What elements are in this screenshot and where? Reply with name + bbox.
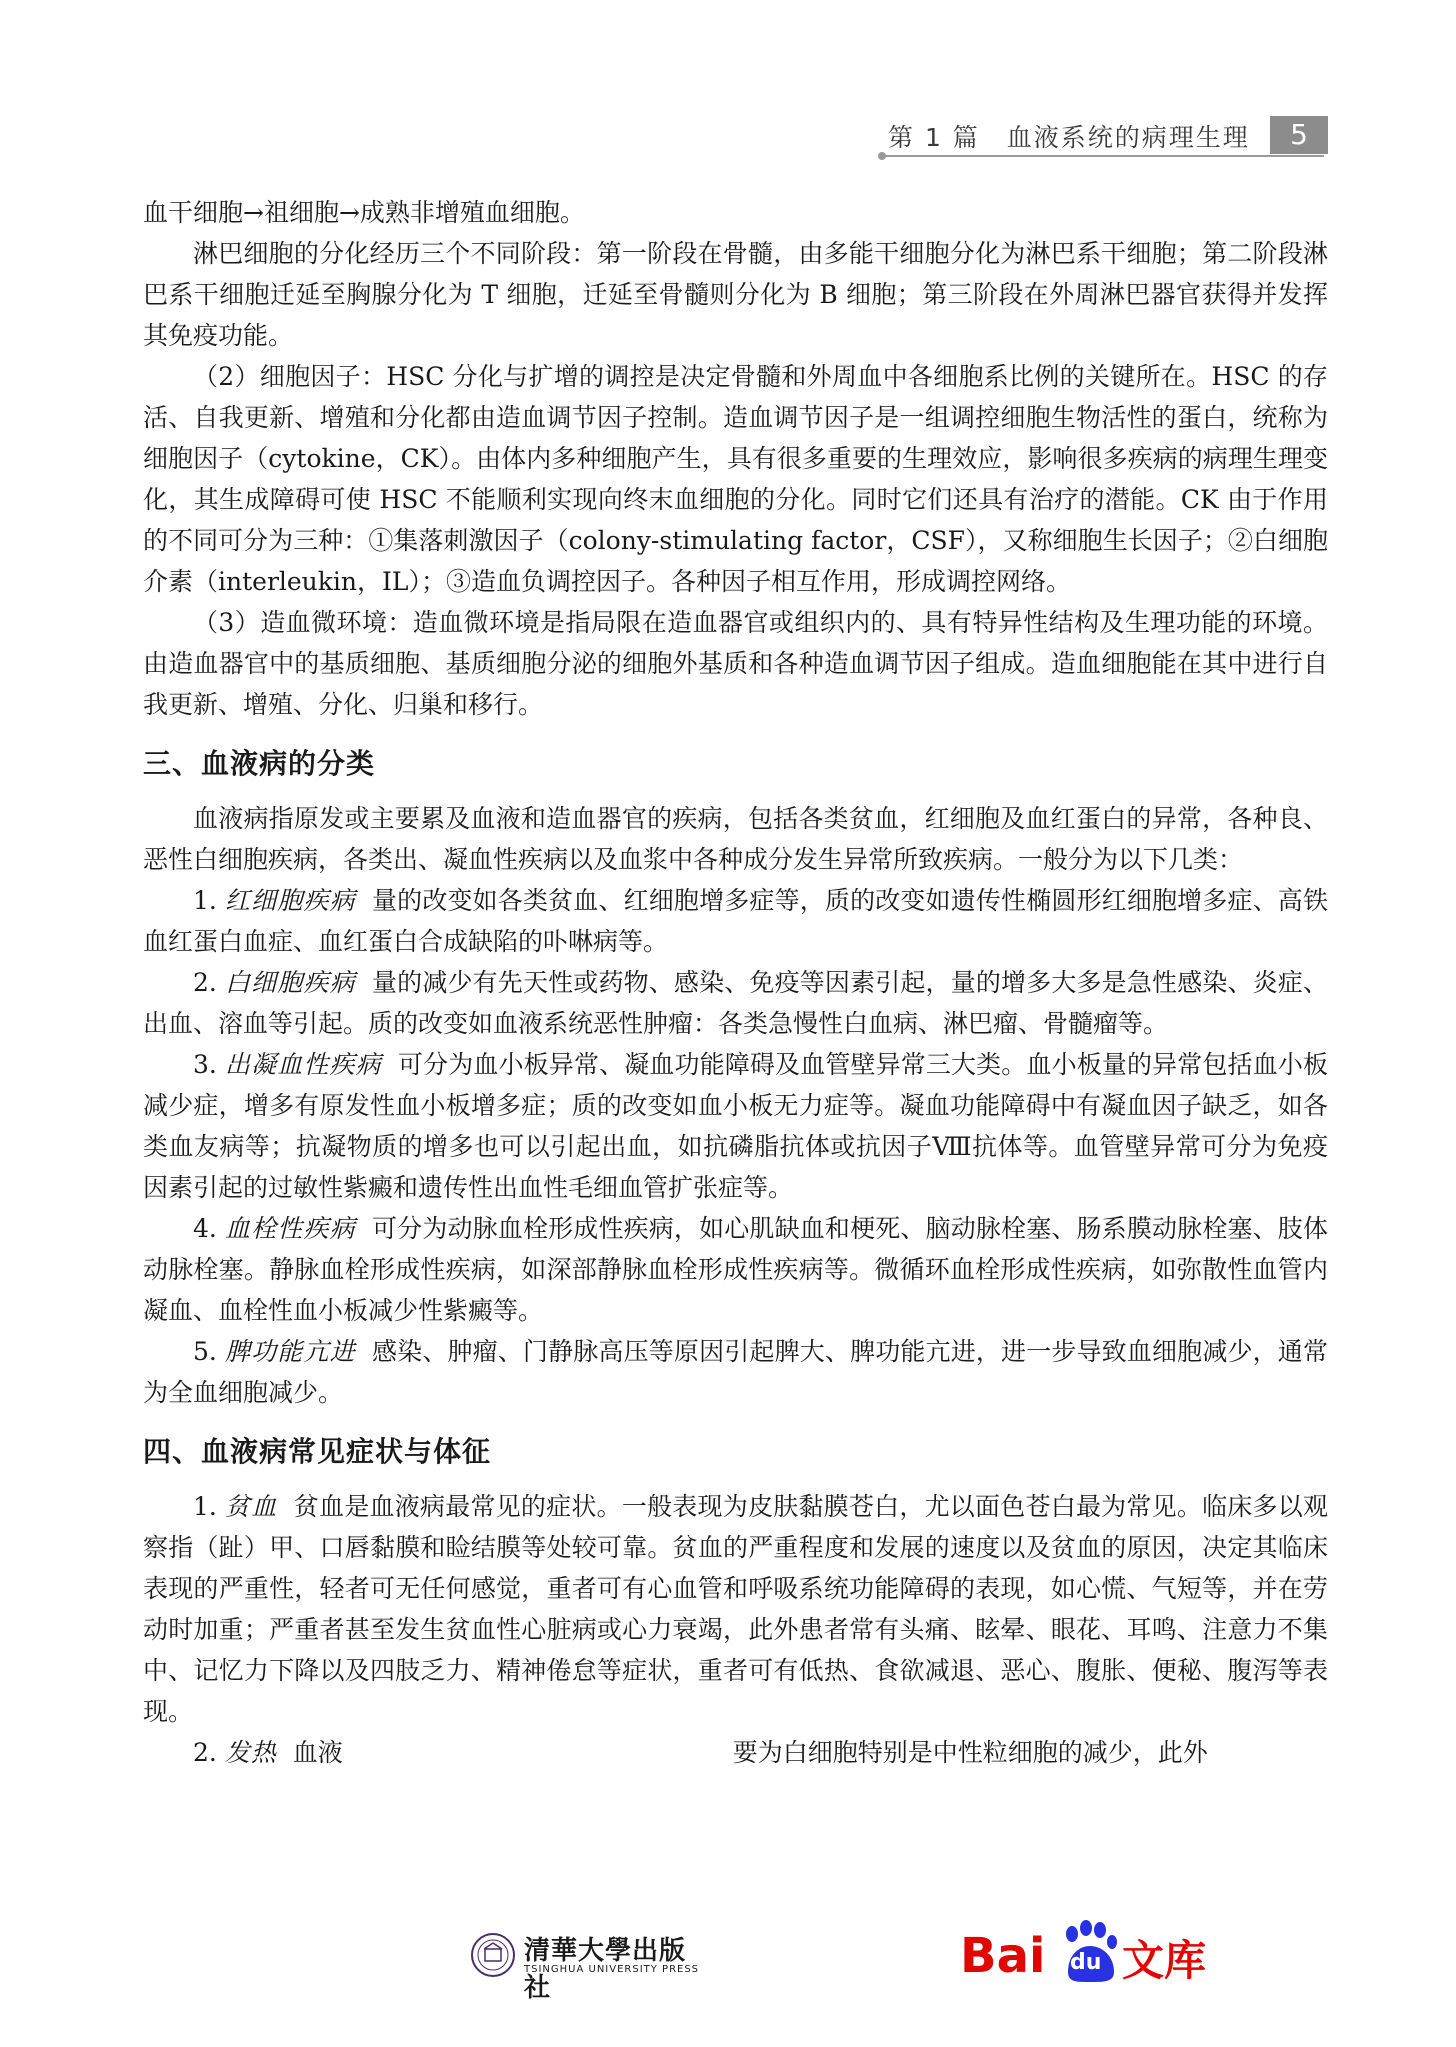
baidu-wenku-watermark: [960, 1920, 1210, 2000]
list-item: 3. 出凝血性疾病 可分为血小板异常、凝血功能障碍及血管壁异常三大类。血小板量的异常包括血小板减少症，增多有原发性血小板增多症；质的改变如血小板无力症等。凝血功能障碍中有凝血因子缺乏，如各类血友病等；抗凝物质的增多也可以引起出血，如抗磷脂抗体或抗因子Ⅷ抗体等。血管壁异常可分为免疫因素引起的过敏性紫癜和遗传性出血性毛细血管扩张症等。: [143, 1050, 1328, 1202]
list-item: 5. 脾功能亢进 感染、肿瘤、门静脉高压等原因引起脾大、脾功能亢进，进一步导致血细胞减少，通常为全血细胞减少。: [143, 1337, 1328, 1407]
header-rule: [884, 155, 1324, 157]
wenku-text: 文库: [1122, 1936, 1207, 1985]
page-number: 5: [1270, 116, 1328, 154]
list-item: 1. 红细胞疾病 量的改变如各类贫血、红细胞增多症等，质的改变如遗传性椭圆形红细胞增多症、高铁血红蛋白血症、血红蛋白合成缺陷的卟啉病等。: [143, 886, 1328, 956]
item-term: 血栓性疾病: [224, 1214, 356, 1243]
item-term: 红细胞疾病: [224, 886, 356, 915]
item-term: 白细胞疾病: [224, 968, 356, 997]
university-seal-icon: [470, 1932, 516, 1978]
publisher-logo: [470, 1930, 710, 2003]
body-text: [143, 192, 1328, 1773]
running-header: [878, 118, 1328, 158]
paragraph: 血液病指原发或主要累及血液和造血器官的疾病，包括各类贫血，红细胞及血红蛋白的异常，各种良、恶性白细胞疾病，各类出、凝血性疾病以及血浆中各种成分发生异常所致疾病。一般分为以下几类：: [143, 804, 1328, 874]
baidu-du-text: du: [1070, 1950, 1102, 1975]
header-title: 第 1 篇 血液系统的病理生理: [888, 123, 1250, 152]
publisher-english-name: TSINGHUA UNIVERSITY PRESS: [524, 1964, 700, 1975]
publisher-name: 清華大學出版社: [524, 1936, 687, 2003]
list-item: 1. 贫血 贫血是血液病最常见的症状。一般表现为皮肤黏膜苍白，尤以面色苍白最为常见。临床多以观察指（趾）甲、口唇黏膜和睑结膜等处较可靠。贫血的严重程度和发展的速度以及贫血的原因，决定其临床表现的严重性，轻者可无任何感觉，重者可有心血管和呼吸系统功能障碍的表现，如心慌、气短等，并在劳动时加重；严重者甚至发生贫血性心脏病或心力衰竭，此外患者常有头痛、眩晕、眼花、耳鸣、注意力不集中、记忆力下降以及四肢乏力、精神倦怠等症状，重者可有低热、食欲减退、恶心、腹胀、便秘、腹泻等表现。: [143, 1492, 1328, 1726]
item-term: 发热: [224, 1738, 277, 1767]
baidu-wordmark: Bai: [960, 1928, 1046, 1984]
paragraph: （2）细胞因子：HSC 分化与扩增的调控是决定骨髓和外周血中各细胞系比例的关键所在。HSC 的存活、自我更新、增殖和分化都由造血调节因子控制。造血调节因子是一组调控细胞生物活性的蛋白，统称为细胞因子（cytokine，CK）。由体内多种细胞产生，具有很多重要的生理效应，影响很多疾病的病理生理变化，其生成障碍可使 HSC 不能顺利实现向终末血细胞的分化。同时它们还具有治疗的潜能。CK 由于作用的不同可分为三种：①集落刺激因子（colony-stimulating factor，CSF），又称细胞生长因子；②白细胞介素（interleukin，IL）；③造血负调控因子。各种因子相互作用，形成调控网络。: [143, 362, 1328, 596]
section-heading: 四、血液病常见症状与体征: [143, 1435, 492, 1468]
list-item: 2. 白细胞疾病 量的减少有先天性或药物、感染、免疫等因素引起，量的增多大多是急性感染、炎症、出血、溶血等引起。质的改变如血液系统恶性肿瘤：各类急慢性白血病、淋巴瘤、骨髓瘤等。: [143, 968, 1328, 1038]
section-heading: 三、血液病的分类: [143, 747, 376, 780]
item-term: 出凝血性疾病: [224, 1050, 382, 1079]
paragraph: 血干细胞→祖细胞→成熟非增殖血细胞。: [143, 198, 585, 227]
list-item-truncated: 2. 发热 血液 要为白细胞特别是中性粒细胞的减少，此外: [193, 1738, 1208, 1767]
item-term: 贫血: [225, 1492, 278, 1521]
item-term: 脾功能亢进: [224, 1337, 356, 1366]
list-item: 4. 血栓性疾病 可分为动脉血栓形成性疾病，如心肌缺血和梗死、脑动脉栓塞、肠系膜动脉栓塞、肢体动脉栓塞。静脉血栓形成性疾病，如深部静脉血栓形成性疾病等。微循环血栓形成性疾病，如弥散性血管内凝血、血栓性血小板减少性紫癜等。: [143, 1214, 1328, 1325]
paragraph: （3）造血微环境：造血微环境是指局限在造血器官或组织内的、具有特异性结构及生理功能的环境。由造血器官中的基质细胞、基质细胞分泌的细胞外基质和各种造血调节因子组成。造血细胞能在其中进行自我更新、增殖、分化、归巢和移行。: [143, 608, 1328, 719]
paragraph: 淋巴细胞的分化经历三个不同阶段：第一阶段在骨髓，由多能干细胞分化为淋巴系干细胞；第二阶段淋巴系干细胞迁延至胸腺分化为 T 细胞，迁延至骨髓则分化为 B 细胞；第三阶段在外周淋巴器官获得并发挥其免疫功能。: [143, 239, 1328, 350]
